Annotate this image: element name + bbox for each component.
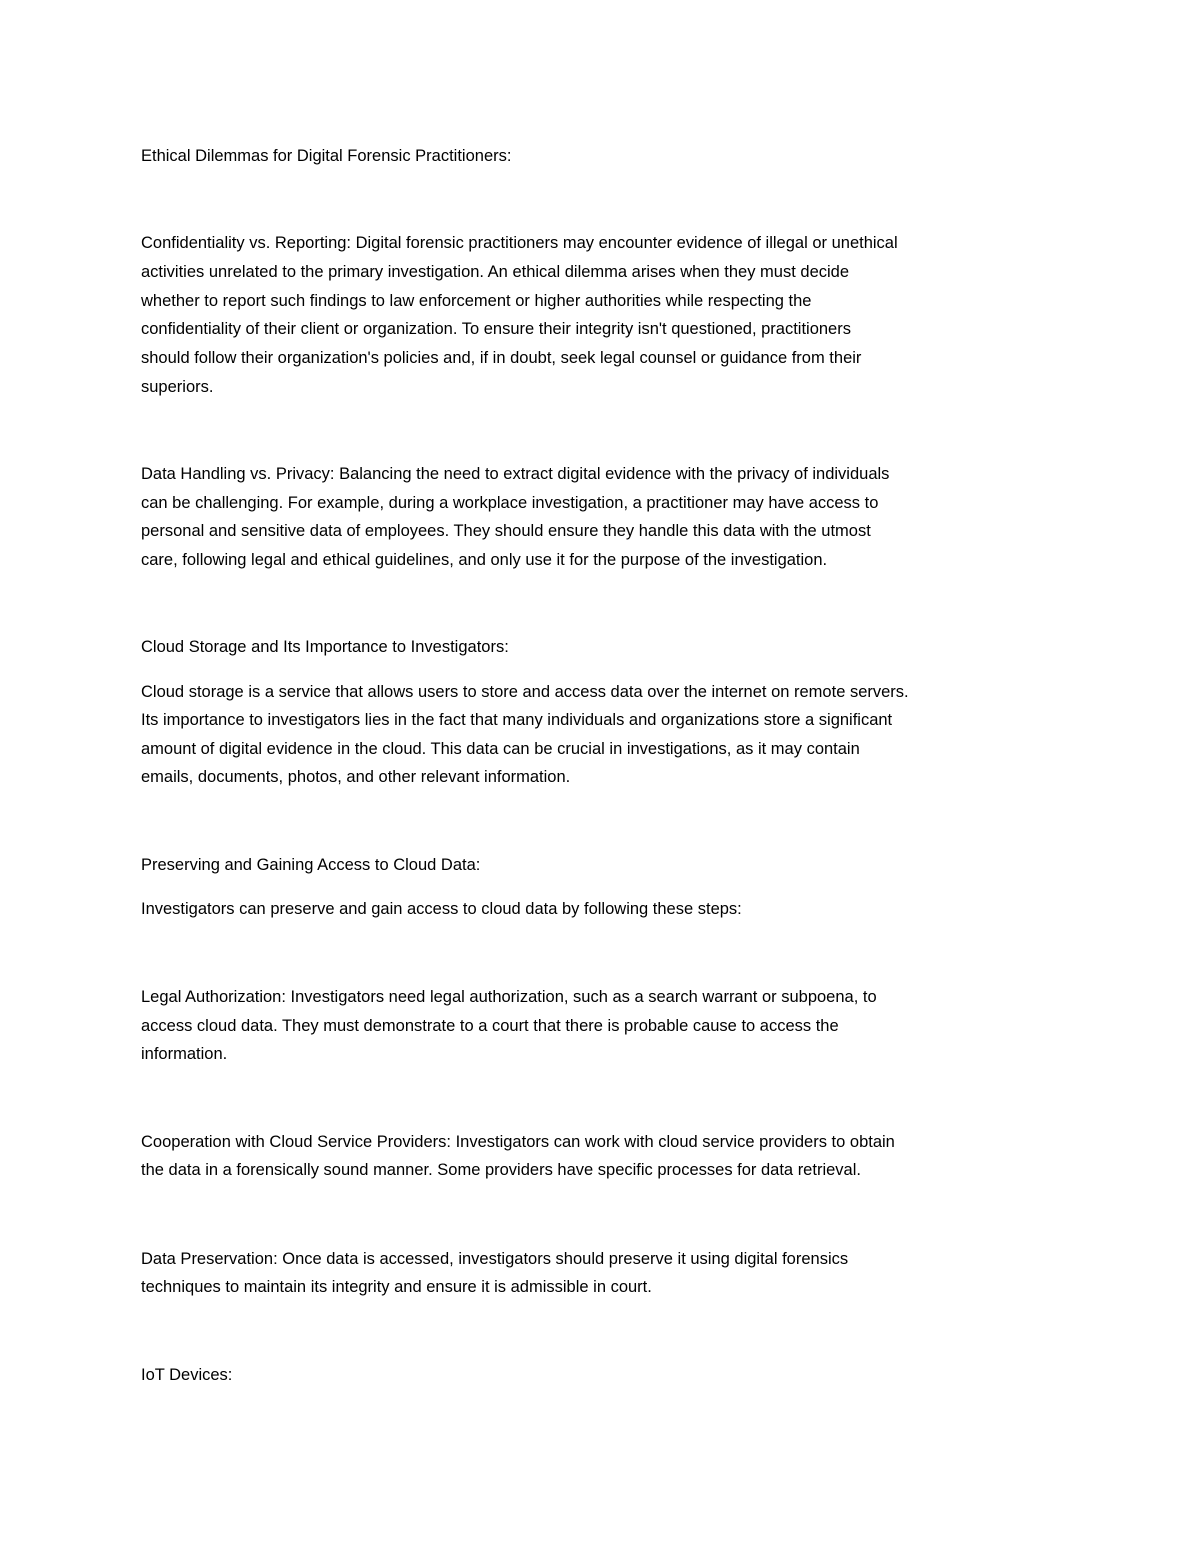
paragraph-line: activities unrelated to the primary investigation. An ethical dilemma arises when they must decide [141,263,850,281]
paragraph-line: the data in a forensically sound manner. Some providers have specific processes for data retrieval. [141,1161,861,1179]
paragraph-line: care, following legal and ethical guidelines, and only use it for the purpose of the investigation. [141,551,828,569]
paragraph-line: whether to report such findings to law enforcement or higher authorities while respecting the [141,292,812,310]
paragraph-line: Cooperation with Cloud Service Providers: Investigators can work with cloud service providers to obtain [141,1133,895,1151]
paragraph-line: Legal Authorization: Investigators need legal authorization, such as a search warrant or subpoena, to [141,988,877,1006]
paragraph-line: Confidentiality vs. Reporting: Digital forensic practitioners may encounter evidence of illegal or unethical [141,234,898,252]
heading-ethical-dilemmas: Ethical Dilemmas for Digital Forensic Practitioners: [141,147,512,165]
paragraph-line: emails, documents, photos, and other relevant information. [141,768,571,786]
paragraph-line: Its importance to investigators lies in the fact that many individuals and organizations store a significant [141,711,893,729]
paragraph-line: information. [141,1045,228,1063]
paragraph-line: should follow their organization's policies and, if in doubt, seek legal counsel or guidance from their [141,349,862,367]
paragraph-line: amount of digital evidence in the cloud. This data can be crucial in investigations, as it may contain [141,740,860,758]
paragraph-line: Data Preservation: Once data is accessed, investigators should preserve it using digital forensics [141,1250,849,1268]
paragraph-line: personal and sensitive data of employees. They should ensure they handle this data with the utmost [141,522,871,540]
heading-cloud-storage: Cloud Storage and Its Importance to Investigators: [141,638,509,656]
paragraph-line: access cloud data. They must demonstrate to a court that there is probable cause to access the [141,1017,839,1035]
paragraph-line: Investigators can preserve and gain access to cloud data by following these steps: [141,900,742,918]
heading-preserving-cloud-data: Preserving and Gaining Access to Cloud Data: [141,856,481,874]
paragraph-line: superiors. [141,378,214,396]
paragraph-line: can be challenging. For example, during a workplace investigation, a practitioner may have access to [141,494,879,512]
paragraph-line: techniques to maintain its integrity and ensure it is admissible in court. [141,1278,652,1296]
paragraph-line: Data Handling vs. Privacy: Balancing the need to extract digital evidence with the privacy of individuals [141,465,890,483]
paragraph-line: Cloud storage is a service that allows users to store and access data over the internet on remote servers. [141,683,909,701]
paragraph-line: confidentiality of their client or organization. To ensure their integrity isn't questioned, practitioners [141,320,851,338]
heading-iot-devices: IoT Devices: [141,1366,233,1384]
